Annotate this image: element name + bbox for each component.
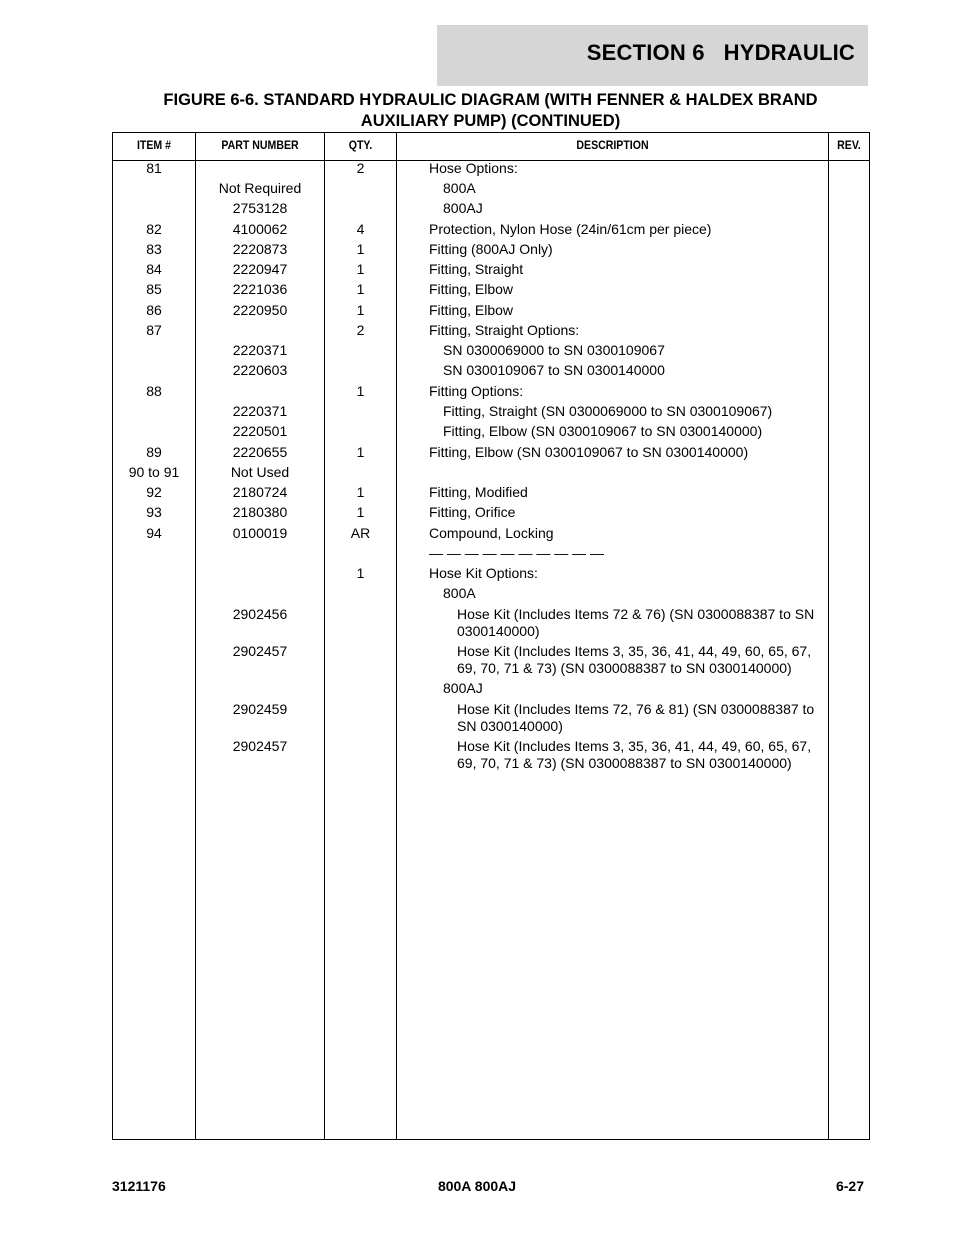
part-number: 2902457 [232,643,288,659]
quantity: 2 [356,160,365,176]
description: Fitting, Elbow (SN 0300109067 to SN 0300140000) [443,423,763,439]
description: Compound, Locking [429,525,554,541]
description: SN 0300109067 to SN 0300140000 [443,362,665,378]
part-number: Not Required [218,180,302,196]
description: Fitting, Straight (SN 0300069000 to SN 0300109067) [443,403,773,419]
item-number: 89 [146,444,162,460]
part-number: 2180380 [232,504,288,520]
item-number: 93 [146,504,162,520]
quantity: 4 [356,221,365,237]
section-title: SECTION 6 HYDRAULIC [586,40,855,65]
part-number: 2220501 [232,423,288,439]
quantity: 1 [356,444,365,460]
description: Hose Kit (Includes Items 72, 76 & 81) (SN 0300088387 to SN 0300140000) [457,701,815,734]
header-description: DESCRIPTION [576,138,649,152]
description: Fitting, Elbow [429,281,514,297]
description: Fitting, Orifice [429,504,516,520]
description: 800AJ [443,200,483,216]
description: Protection, Nylon Hose (24in/61cm per piece) [429,221,712,237]
part-number: 2220655 [232,444,288,460]
column-divider [396,133,397,1139]
item-number: 82 [146,221,162,237]
part-number: 2220873 [232,241,288,257]
footer-page-number: 6-27 [835,1178,864,1194]
quantity: 1 [356,281,365,297]
description: SN 0300069000 to SN 0300109067 [443,342,665,358]
header-item: ITEM # [136,138,172,152]
item-number: 84 [146,261,162,277]
part-number: Not Used [230,464,290,480]
quantity: 1 [356,261,365,277]
description: Hose Options: [429,160,518,176]
item-number: 94 [146,525,162,541]
description: — — — — — — — — — — [429,545,605,561]
part-number: 0100019 [232,525,288,541]
footer-doc-number: 3121176 [112,1178,166,1194]
description: Fitting, Elbow [429,302,514,318]
description: Fitting, Straight [429,261,524,277]
description: Hose Kit (Includes Items 3, 35, 36, 41, 44, 49, 60, 65, 67, 69, 70, 71 & 73) (SN 0300088387 to SN 0300140000) [457,643,812,676]
item-number: 92 [146,484,162,500]
part-number: 2221036 [232,281,288,297]
part-number: 2180724 [232,484,288,500]
part-number: 2220947 [232,261,288,277]
description: Fitting, Modified [429,484,528,500]
part-number: 2220950 [232,302,288,318]
part-number: 4100062 [232,221,288,237]
part-number: 2220603 [232,362,288,378]
quantity: 1 [356,565,365,581]
description: 800AJ [443,680,483,696]
part-number: 2902456 [232,606,288,622]
quantity: 2 [356,322,365,338]
header-rev: REV. [837,138,861,152]
description: Hose Kit Options: [429,565,538,581]
header-part-number: PART NUMBER [221,138,299,152]
quantity: 1 [356,241,365,257]
quantity: 1 [356,504,365,520]
figure-title-line-1: FIGURE 6-6. STANDARD HYDRAULIC DIAGRAM (WITH FENNER & HALDEX BRAND [163,91,818,109]
item-number: 87 [146,322,162,338]
item-number: 83 [146,241,162,257]
header-qty: QTY. [348,138,373,152]
item-number: 85 [146,281,162,297]
description: Fitting, Straight Options: [429,322,580,338]
footer-model: 800A 800AJ [437,1178,517,1194]
description: Fitting Options: [429,383,524,399]
part-number: 2220371 [232,403,288,419]
parts-table [112,132,870,1140]
part-number: 2220371 [232,342,288,358]
figure-title [112,90,869,132]
item-number: 90 to 91 [128,464,180,480]
quantity: 1 [356,484,365,500]
item-number: 88 [146,383,162,399]
figure-title-line-2: AUXILIARY PUMP) (CONTINUED) [360,112,621,130]
description: Hose Kit (Includes Items 3, 35, 36, 41, 44, 49, 60, 65, 67, 69, 70, 71 & 73) (SN 0300088387 to SN 0300140000) [457,738,812,771]
description: Fitting (800AJ Only) [429,241,553,257]
description: 800A [443,180,476,196]
item-number: 86 [146,302,162,318]
quantity: AR [350,525,371,541]
description: 800A [443,585,476,601]
part-number: 2902459 [232,701,288,717]
description: Hose Kit (Includes Items 72 & 76) (SN 0300088387 to SN 0300140000) [457,606,815,639]
quantity: 1 [356,302,365,318]
item-number: 81 [146,160,162,176]
part-number: 2902457 [232,738,288,754]
section-header [437,25,868,86]
column-divider [828,133,829,1139]
quantity: 1 [356,383,365,399]
description: Fitting, Elbow (SN 0300109067 to SN 0300140000) [429,444,749,460]
part-number: 2753128 [232,200,288,216]
